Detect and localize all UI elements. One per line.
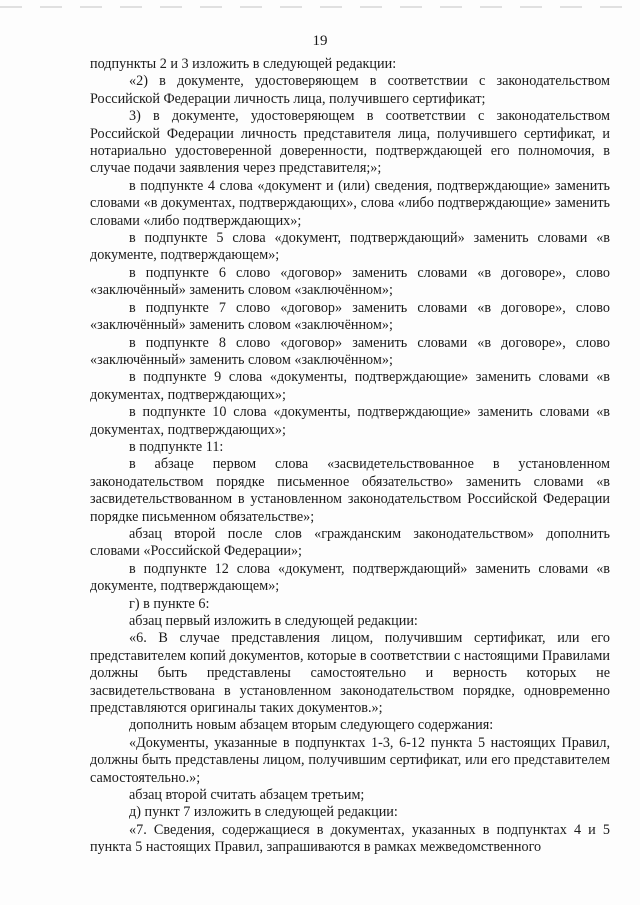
paragraph: «2) в документе, удостоверяющем в соответствии с законодательством Российской Федерации личность лица, получившего сертификат; (90, 73, 610, 107)
paragraph: абзац второй после слов «гражданским законодательством» дополнить словами «Российской Федерации»; (90, 525, 610, 560)
paragraph: д) пункт 7 изложить в следующей редакции: (129, 804, 398, 821)
paragraph: абзац второй считать абзацем третьим; (129, 787, 365, 804)
document-body (90, 56, 610, 857)
paragraph: подпункты 2 и 3 изложить в следующей редакции: (90, 56, 397, 72)
paragraph: «7. Сведения, содержащиеся в документах, указанных в подпунктах 4 и 5 пункта 5 настоящих Правил, запрашиваются в рамках межведомственного (90, 821, 610, 856)
scan-edge-artifact (0, 6, 640, 8)
paragraph: в подпункте 10 слова «документы, подтверждающие» заменить словами «в документах, подтверждающих»; (90, 404, 610, 438)
paragraph: «6. В случае представления лицом, получившим сертификат, или его представителем копий документов, которые в соответствии с настоящими Правилами должны быть представлены самостоятельно и верность которых не засвидетельствована в установленном законодательством порядке, одновременно представляются оригиналы таких документов.»; (90, 630, 610, 717)
paragraph: «Документы, указанные в подпунктах 1-3, 6-12 пункта 5 настоящих Правил, должны быть представлены лицом, получившим сертификат, или его представителем самостоятельно.»; (90, 734, 610, 786)
paragraph: в подпункте 5 слова «документ, подтверждающий» заменить словами «в документе, подтверждающем»; (90, 230, 610, 264)
paragraph: абзац первый изложить в следующей редакции: (129, 613, 418, 629)
paragraph: дополнить новым абзацем вторым следующего содержания: (129, 717, 494, 734)
paragraph: в подпункте 7 слово «договор» заменить словами «в договоре», слово «заключённый» заменить словом «заключённом»; (90, 299, 610, 334)
paragraph: в подпункте 9 слова «документы, подтверждающие» заменить словами «в документах, подтверждающих»; (90, 369, 610, 403)
paragraph: 3) в документе, удостоверяющем в соответствии с законодательством Российской Федерации личность представителя лица, получившего сертификат, и нотариально удостоверенной доверенности, подтверждающей его полномочия, в случае подачи заявления через представителя;»; (90, 108, 610, 177)
paragraph: г) в пункте 6: (129, 595, 210, 612)
paragraph: в подпункте 8 слово «договор» заменить словами «в договоре», слово «заключённый» заменить словом «заключённом»; (90, 334, 610, 368)
paragraph: в подпункте 11: (129, 438, 224, 455)
paragraph: в абзаце первом слова «засвидетельствованное в установленном законодательством порядке письменное обязательство» заменить словами «в засвидетельствованном в установленном законодательством Российской Федерации порядке письменном обязательстве»; (90, 456, 610, 525)
page-number: 19 (312, 33, 328, 49)
paragraph: в подпункте 4 слова «документ и (или) сведения, подтверждающие» заменить словами «в документах, подтверждающих», слова «либо подтверждающие» заменить словами «либо подтверждающих»; (90, 177, 610, 229)
paragraph: в подпункте 12 слова «документ, подтверждающий» заменить словами «в документе, подтверждающем»; (90, 560, 610, 595)
paragraph: в подпункте 6 слово «договор» заменить словами «в договоре», слово «заключённый» заменить словом «заключённом»; (90, 264, 610, 299)
